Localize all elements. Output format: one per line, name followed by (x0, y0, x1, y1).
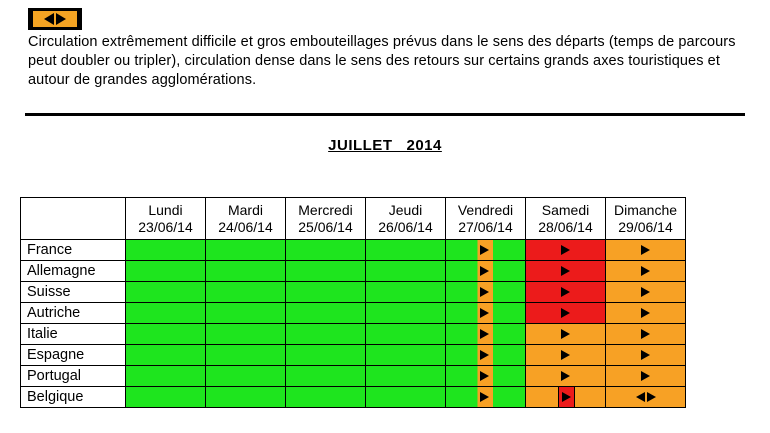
forecast-cell (526, 303, 606, 324)
forecast-cell (526, 261, 606, 282)
country-label: Espagne (21, 345, 126, 366)
day-date: 27/06/14 (458, 218, 513, 235)
country-label: Autriche (21, 303, 126, 324)
forecast-cell (606, 387, 686, 408)
forecast-cell (286, 240, 366, 261)
day-date: 24/06/14 (218, 218, 273, 235)
forecast-cell (206, 366, 286, 387)
forecast-cell (126, 303, 206, 324)
day-header (206, 198, 286, 240)
day-date: 26/06/14 (378, 218, 433, 235)
forecast-cell (366, 345, 446, 366)
arrow-right-icon (641, 287, 650, 297)
day-header (526, 198, 606, 240)
table-row (21, 303, 686, 324)
country-label: Portugal (21, 366, 126, 387)
arrow-right-icon (480, 350, 489, 360)
day-date: 23/06/14 (138, 218, 193, 235)
forecast-cell (366, 240, 446, 261)
table-row (21, 387, 686, 408)
forecast-cell (126, 282, 206, 303)
arrow-left-icon (636, 392, 645, 402)
forecast-cell (606, 324, 686, 345)
arrow-right-icon (561, 329, 570, 339)
day-header (606, 198, 686, 240)
corner-cell (21, 198, 126, 240)
forecast-cell (366, 282, 446, 303)
country-label: Italie (21, 324, 126, 345)
legend-description: Circulation extrêmement difficile et gros embouteillages prévus dans le sens des départs (temps de parcours peut doubler ou tripler), circulation dense dans le sens des retours sur certains grands axes touristiques et autour de grandes agglomérations. (28, 34, 736, 88)
arrow-right-icon (480, 287, 489, 297)
day-date: 25/06/14 (298, 218, 353, 235)
day-header (286, 198, 366, 240)
table-header-row (21, 198, 686, 240)
forecast-cell (286, 345, 366, 366)
forecast-cell (366, 303, 446, 324)
forecast-cell (286, 282, 366, 303)
forecast-cell (606, 261, 686, 282)
arrow-right-icon (561, 350, 570, 360)
forecast-cell (126, 240, 206, 261)
forecast-cell (526, 324, 606, 345)
day-date: 28/06/14 (538, 218, 593, 235)
forecast-cell (446, 261, 526, 282)
day-name: Jeudi (388, 201, 423, 218)
forecast-cell (126, 387, 206, 408)
forecast-cell (446, 303, 526, 324)
divider (25, 113, 745, 116)
arrow-right-icon (561, 371, 570, 381)
table-row (21, 240, 686, 261)
forecast-cell (446, 240, 526, 261)
forecast-cell (206, 303, 286, 324)
forecast-cell (526, 345, 606, 366)
forecast-cell (286, 366, 366, 387)
forecast-cell (526, 387, 606, 408)
arrow-right-icon (561, 308, 570, 318)
arrow-right-icon (480, 392, 489, 402)
day-name: Vendredi (457, 201, 514, 218)
arrow-right-icon (561, 266, 570, 276)
forecast-cell (206, 282, 286, 303)
forecast-cell (606, 303, 686, 324)
forecast-cell (446, 282, 526, 303)
traffic-forecast-table (20, 197, 686, 408)
forecast-cell (286, 324, 366, 345)
forecast-cell (366, 324, 446, 345)
arrow-right-icon (562, 392, 571, 402)
arrow-right-icon (480, 329, 489, 339)
arrow-right-icon (561, 287, 570, 297)
forecast-cell (206, 261, 286, 282)
arrow-right-icon (480, 371, 489, 381)
arrow-right-icon (641, 371, 650, 381)
legend-swatch (28, 8, 82, 30)
forecast-cell (526, 366, 606, 387)
table-body (21, 240, 686, 408)
forecast-cell (286, 303, 366, 324)
forecast-cell (606, 282, 686, 303)
forecast-cell (526, 240, 606, 261)
table-row (21, 261, 686, 282)
forecast-cell (126, 366, 206, 387)
arrow-right-icon (641, 308, 650, 318)
day-name: Mercredi (298, 201, 353, 218)
table-row (21, 366, 686, 387)
forecast-cell (526, 282, 606, 303)
table-row (21, 282, 686, 303)
forecast-cell (606, 240, 686, 261)
forecast-cell (206, 324, 286, 345)
forecast-cell (206, 387, 286, 408)
day-name: Mardi (227, 201, 263, 218)
day-date: 29/06/14 (618, 218, 673, 235)
arrow-right-icon (641, 350, 650, 360)
orange-bidirectional-arrows-icon (33, 11, 77, 27)
forecast-cell (286, 261, 366, 282)
day-name: Samedi (541, 201, 590, 218)
table-row (21, 324, 686, 345)
forecast-cell (206, 345, 286, 366)
forecast-cell (286, 387, 366, 408)
arrow-right-icon (641, 245, 650, 255)
arrow-right-icon (480, 308, 489, 318)
country-label: Belgique (21, 387, 126, 408)
day-header (126, 198, 206, 240)
arrow-right-icon (647, 392, 656, 402)
forecast-cell (366, 366, 446, 387)
arrow-right-icon (561, 245, 570, 255)
forecast-cell (206, 240, 286, 261)
day-name: Lundi (148, 201, 183, 218)
day-name: Dimanche (613, 201, 678, 218)
forecast-cell (446, 387, 526, 408)
forecast-cell (446, 324, 526, 345)
forecast-cell (126, 345, 206, 366)
month-title: JUILLET 2014 (328, 137, 442, 154)
forecast-cell (606, 366, 686, 387)
forecast-cell (446, 366, 526, 387)
country-label: Suisse (21, 282, 126, 303)
arrow-right-icon (480, 266, 489, 276)
arrow-right-icon (641, 266, 650, 276)
forecast-cell (606, 345, 686, 366)
arrow-right-icon (641, 329, 650, 339)
forecast-cell (126, 324, 206, 345)
day-header (366, 198, 446, 240)
arrow-right-icon (480, 245, 489, 255)
forecast-cell (366, 387, 446, 408)
forecast-cell (366, 261, 446, 282)
forecast-cell (446, 345, 526, 366)
country-label: Allemagne (21, 261, 126, 282)
table-row (21, 345, 686, 366)
day-header (446, 198, 526, 240)
forecast-cell (126, 261, 206, 282)
country-label: France (21, 240, 126, 261)
